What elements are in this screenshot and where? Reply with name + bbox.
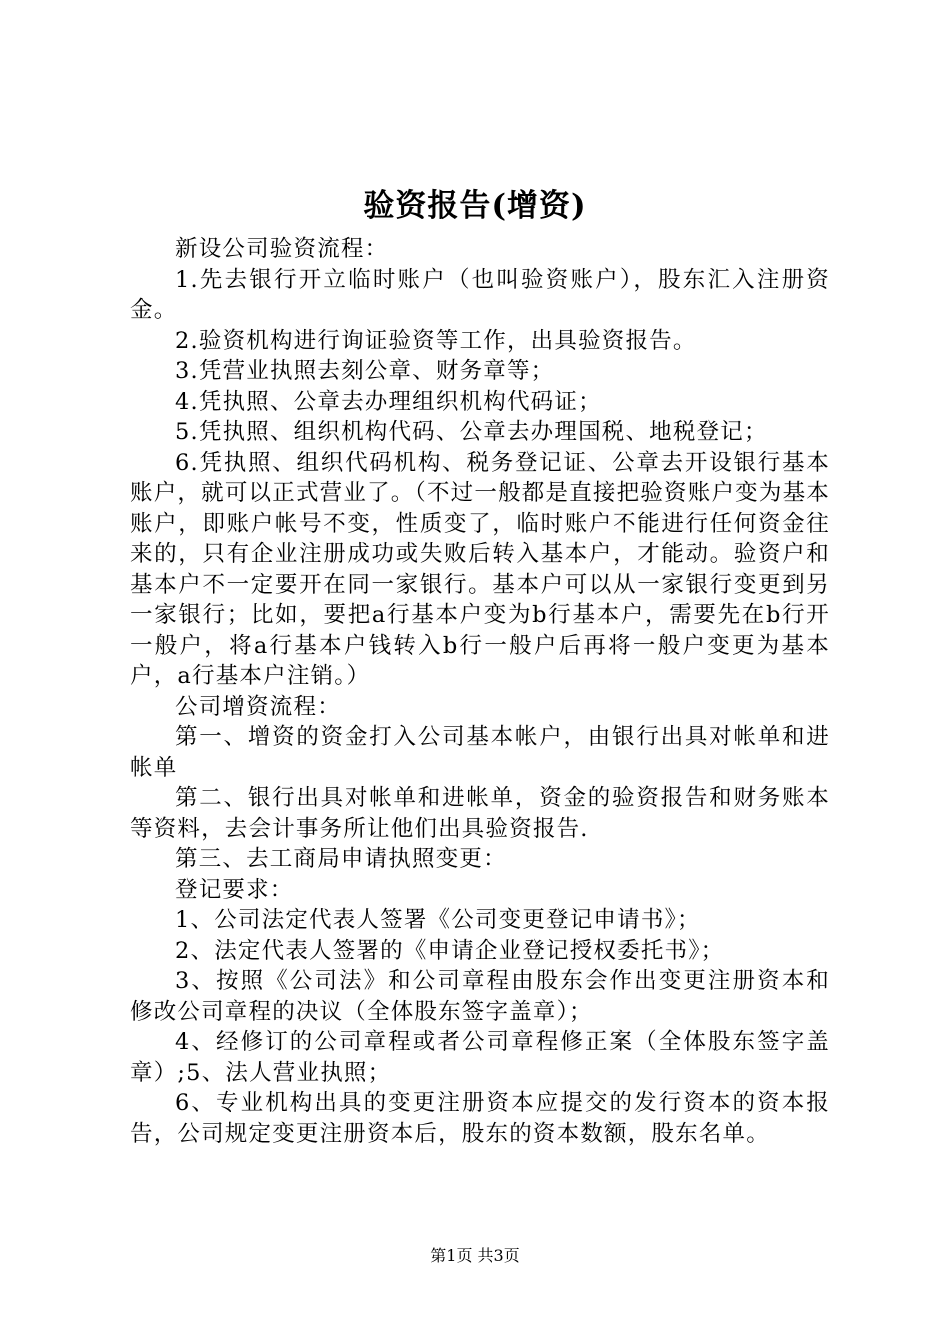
paragraph: 4.凭执照、公章去办理组织机构代码证； — [175, 388, 602, 415]
paragraph: 6.凭执照、组织代码机构、税务登记证、公章去开设银行基本账户，就可以正式营业了。（不过一般都是直接把验资账户变为基本账户，即账户帐号不变，性质变了，临时账户不能进行任何资金往来的，只有企业注册成功或失败后转入基本户，才能动。验资户和基本户不一定要开在同一家银行。基本户可以从一家银行变更到另一家银行；比如，要把a行基本户变为b行基本户，需要先在b行开一般户，将a行基本户钱转入b行一般户后再将一般户变更为基本户，a行基本户注销。） — [130, 449, 830, 689]
paragraph: 5.凭执照、组织机构代码、公章去办理国税、地税登记； — [175, 419, 768, 445]
paragraph: 2.验资机构进行询证验资等工作，出具验资报告。 — [175, 327, 697, 354]
paragraph: 第一、增资的资金打入公司基本帐户，由银行出具对帐单和进帐单 — [130, 724, 830, 781]
paragraph: 1.先去银行开立临时账户（也叫验资账户），股东汇入注册资金。 — [130, 266, 830, 323]
page-footer: 第1页 共3页 — [430, 1246, 520, 1265]
paragraph: 4、经修订的公司章程或者公司章程修正案（全体股东签字盖章）;5、法人营业执照； — [130, 1029, 830, 1086]
paragraph: 3.凭营业执照去刻公章、财务章等； — [175, 358, 555, 384]
paragraph: 2、法定代表人签署的《申请企业登记授权委托书》； — [175, 937, 725, 964]
paragraph: 新设公司验资流程： — [175, 236, 389, 262]
paragraph: 3、按照《公司法》和公司章程由股东会作出变更注册资本和修改公司章程的决议（全体股东签字盖章）； — [130, 968, 830, 1025]
paragraph: 1、公司法定代表人签署《公司变更登记申请书》； — [175, 907, 701, 933]
document-body — [130, 234, 830, 1149]
paragraph: 第三、去工商局申请执照变更： — [175, 846, 507, 872]
document-title: 验资报告(增资) — [363, 188, 587, 224]
paragraph: 公司增资流程： — [175, 693, 341, 720]
paragraph: 登记要求： — [175, 876, 294, 903]
paragraph: 6、专业机构出具的变更注册资本应提交的发行资本的资本报告，公司规定变更注册资本后，股东的资本数额，股东名单。 — [130, 1090, 830, 1147]
paragraph: 第二、银行出具对帐单和进帐单，资金的验资报告和财务账本等资料，去会计事务所让他们出具验资报告. — [130, 785, 830, 842]
